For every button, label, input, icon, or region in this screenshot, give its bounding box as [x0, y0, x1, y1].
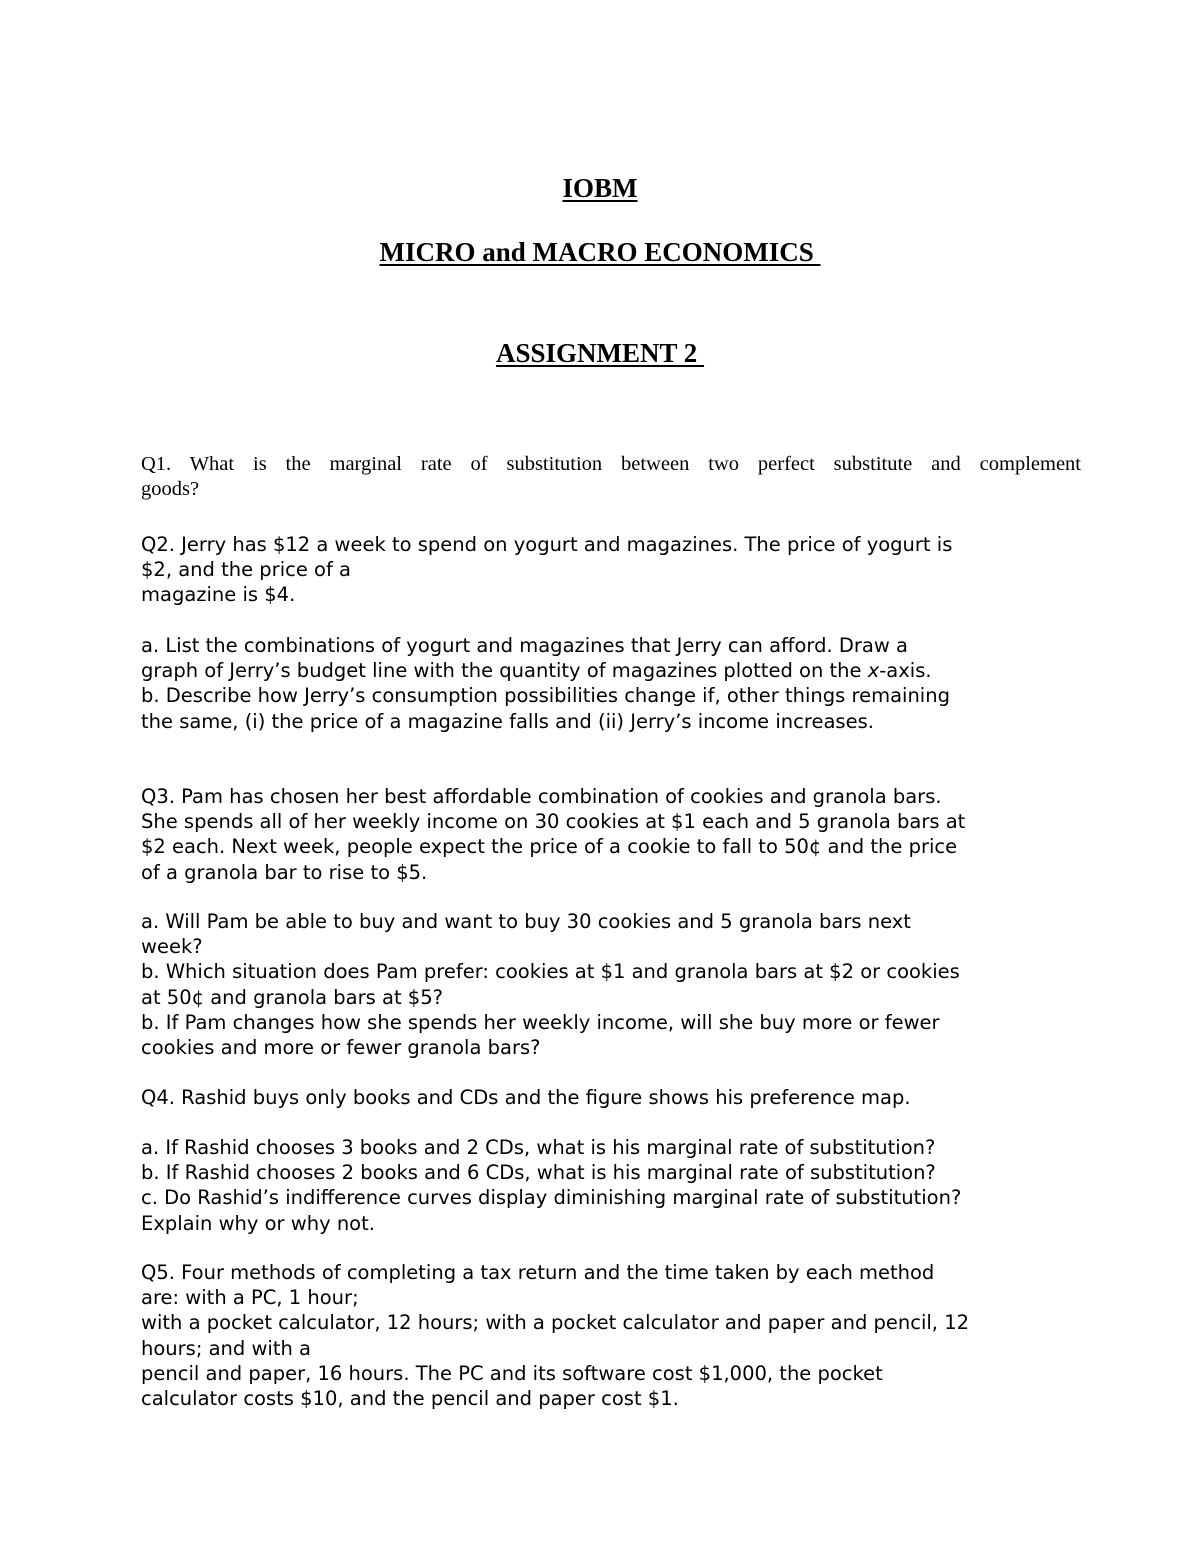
- institution-text: IOBM: [562, 173, 638, 203]
- q4-part-line: Explain why or why not.: [141, 1211, 375, 1235]
- assignment-text: ASSIGNMENT 2: [495, 338, 705, 368]
- q5-line: calculator costs $10, and the pencil and paper cost $1.: [141, 1387, 679, 1411]
- q2-part-a-line: a. List the combinations of yogurt and magazines that Jerry can afford. Draw a: [141, 634, 908, 657]
- q3-stem-line: of a granola bar to rise to $5.: [141, 860, 428, 884]
- question-2: [141, 532, 1081, 608]
- q5-line: Q5. Four methods of completing a tax return and the time taken by each method: [141, 1261, 935, 1284]
- q3-stem-line: She spends all of her weekly income on 30 cookies at $1 each and 5 granola bars at: [141, 810, 966, 834]
- question-4-parts: [141, 1135, 1081, 1236]
- q4-part-line: a. If Rashid chooses 3 books and 2 CDs, what is his marginal rate of substitution?: [141, 1136, 936, 1159]
- q3-part-line: week?: [141, 935, 203, 959]
- q2-part-a-line: [141, 658, 1081, 683]
- q3-stem-line: Q3. Pam has chosen her best affordable combination of cookies and granola bars.: [141, 785, 942, 808]
- q5-line: with a pocket calculator, 12 hours; with a pocket calculator and paper and pencil, 12: [141, 1311, 970, 1335]
- q3-stem-line: $2 each. Next week, people expect the price of a cookie to fall to 50¢ and the price: [141, 835, 958, 859]
- institution-heading: [0, 173, 1200, 203]
- question-2-parts: [141, 633, 1081, 734]
- question-5: [141, 1260, 1081, 1411]
- q2-stem-line: $2, and the price of a: [141, 558, 351, 582]
- q3-part-line: cookies and more or fewer granola bars?: [141, 1036, 541, 1060]
- q5-line: hours; and with a: [141, 1336, 311, 1360]
- q4-stem-line: Q4. Rashid buys only books and CDs and the figure shows his preference map.: [141, 1086, 911, 1109]
- assignment-heading: [0, 338, 1200, 368]
- q4-part-line: b. If Rashid chooses 2 books and 6 CDs, what is his marginal rate of substitution?: [141, 1161, 936, 1185]
- q2-part-a-text: graph of Jerry’s budget line with the quantity of magazines plotted on the: [141, 659, 868, 683]
- q3-part-line: at 50¢ and granola bars at $5?: [141, 985, 443, 1009]
- q2-stem-line: magazine is $4.: [141, 583, 296, 607]
- q2-part-a-suffix: -axis.: [879, 659, 932, 683]
- question-4: [141, 1085, 1081, 1110]
- q3-part-line: b. If Pam changes how she spends her weekly income, will she buy more or fewer: [141, 1010, 940, 1034]
- q4-part-line: c. Do Rashid’s indifference curves display diminishing marginal rate of substitution?: [141, 1186, 962, 1210]
- q2-stem-line: Q2. Jerry has $12 a week to spend on yogurt and magazines. The price of yogurt is: [141, 533, 953, 556]
- question-3-parts: [141, 909, 1081, 1060]
- q1-line-1: Q1. What is the marginal rate of substitution between two perfect substitute and complement: [141, 453, 1081, 475]
- q1-line-2: goods?: [141, 478, 200, 500]
- course-text: MICRO and MACRO ECONOMICS: [379, 237, 821, 267]
- x-variable: x: [867, 659, 880, 683]
- q3-part-line: b. Which situation does Pam prefer: cookies at $1 and granola bars at $2 or cookies: [141, 960, 960, 984]
- q2-part-b-line: b. Describe how Jerry’s consumption possibilities change if, other things remaining: [141, 684, 950, 708]
- q3-part-line: a. Will Pam be able to buy and want to buy 30 cookies and 5 granola bars next: [141, 910, 911, 933]
- question-3: [141, 784, 1081, 885]
- q2-part-b-line: the same, (i) the price of a magazine falls and (ii) Jerry’s income increases.: [141, 709, 874, 733]
- q5-line: are: with a PC, 1 hour;: [141, 1286, 359, 1310]
- course-heading: [0, 237, 1200, 267]
- q5-line: pencil and paper, 16 hours. The PC and its software cost $1,000, the pocket: [141, 1361, 883, 1385]
- question-1: [141, 452, 1081, 502]
